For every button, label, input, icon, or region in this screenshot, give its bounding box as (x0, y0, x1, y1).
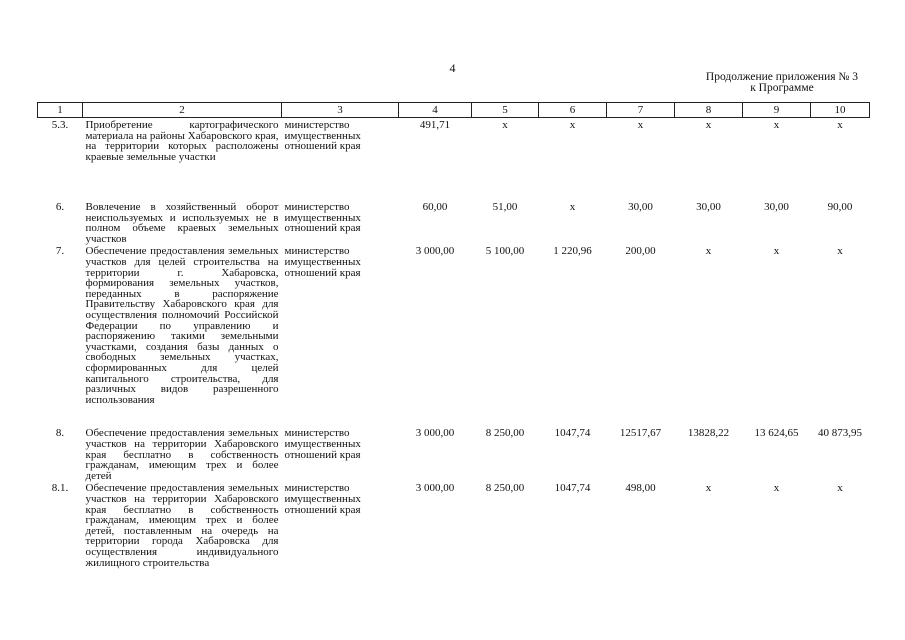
row-value: 491,71 (419, 119, 451, 131)
header-cell: 4 (399, 103, 472, 118)
table-row (38, 244, 870, 426)
row-value: 30,00 (696, 201, 721, 213)
header-row (38, 103, 870, 118)
row-description: Приобретение картографического материала на районы Хабаровского края, на территории которых расположены краевые земельные участки (85, 119, 279, 163)
row-value: 30,00 (764, 201, 789, 213)
row-value: 498,00 (625, 482, 656, 495)
row-value: 90,00 (827, 201, 853, 213)
header-cell: 8 (675, 103, 743, 118)
row-number: 8.1. (51, 482, 69, 495)
row-value: 5 100,00 (485, 245, 525, 258)
row-value: х (502, 119, 508, 131)
row-value: 30,00 (628, 201, 653, 213)
continuation-caption (706, 72, 858, 94)
row-executor: министерство имущественных отношений края (284, 119, 361, 153)
row-value: 200,00 (625, 245, 656, 258)
row-executor: министерство имущественных отношений края (284, 427, 361, 461)
row-value: х (837, 119, 843, 131)
row-description: Обеспечение предоставления земельных участков на территории Хабаровского края бесплатно в собственность гражданам, имеющим трех и более детей (85, 427, 279, 482)
row-number: 5.3. (51, 119, 69, 131)
header-cell: 5 (472, 103, 539, 118)
program-table (37, 102, 870, 568)
row-value: х (705, 482, 712, 495)
header-cell: 2 (83, 103, 282, 118)
row-number: 6. (55, 201, 65, 213)
row-value: х (773, 245, 780, 258)
header-cell: 9 (743, 103, 811, 118)
row-value: 3 000,00 (415, 482, 455, 495)
row-value: 1 220,96 (553, 245, 592, 258)
row-value: 8 250,00 (485, 427, 525, 440)
row-value: 1047,74 (554, 427, 591, 440)
row-value: х (569, 119, 576, 131)
row-value: 8 250,00 (485, 482, 525, 495)
row-value: х (637, 119, 644, 131)
row-value: х (837, 245, 843, 258)
table-row (38, 118, 870, 201)
header-cell: 1 (38, 103, 83, 118)
header-cell: 10 (811, 103, 870, 118)
header-cell: 6 (539, 103, 607, 118)
header-cell: 3 (282, 103, 399, 118)
table-row (38, 481, 870, 568)
row-description: Вовлечение в хозяйственный оборот неиспользуемых и используемых не в полном объеме краевых земельных участков (85, 201, 279, 245)
continuation-line-2: к Программе (750, 82, 814, 94)
page-number: 4 (449, 61, 456, 75)
row-value: 51,00 (492, 201, 518, 213)
row-value: 3 000,00 (415, 245, 455, 258)
row-value: 1047,74 (554, 482, 591, 495)
row-value: х (773, 119, 780, 131)
row-value: 3 000,00 (415, 427, 455, 440)
row-value: 13828,22 (687, 427, 730, 440)
row-value: х (569, 201, 576, 213)
row-value: 40 873,95 (818, 427, 862, 440)
row-value: 13 624,65 (754, 427, 799, 440)
row-number: 8. (55, 427, 65, 440)
table-row (38, 426, 870, 481)
row-executor: министерство имущественных отношений края (284, 482, 361, 516)
row-number: 7. (55, 245, 65, 258)
row-value: х (773, 482, 780, 495)
row-value: 60,00 (422, 201, 448, 213)
row-value: х (705, 119, 712, 131)
row-description: Обеспечение предоставления земельных участков для целей строительства на территории г. Хабаровска, формирования земельных участков, переданных в распоряжение Правительству Хабаровского края для осуществления полномочий Российской Федерации по управлению и распоряжению такими земельными участками, создания базы данных о свободных земельных участках, сформированных для целей капитального строительства, для различных видов разрешенного использования (85, 245, 279, 406)
row-executor: министерство имущественных отношений края (284, 245, 361, 279)
row-value: х (837, 482, 843, 495)
table-row (38, 200, 870, 244)
header-cell: 7 (607, 103, 675, 118)
row-executor: министерство имущественных отношений края (284, 201, 361, 235)
row-description: Обеспечение предоставления земельных участков на территории Хабаровского края бесплатно в собственность гражданам, имеющим трех и более детей, поставленным на очередь на территории города Хабаровска для осуществления индивидуального жилищного строительства (85, 482, 279, 569)
row-value: 12517,67 (619, 427, 662, 440)
row-value: х (705, 245, 712, 258)
continuation-line-1: Продолжение приложения № 3 (705, 71, 858, 83)
